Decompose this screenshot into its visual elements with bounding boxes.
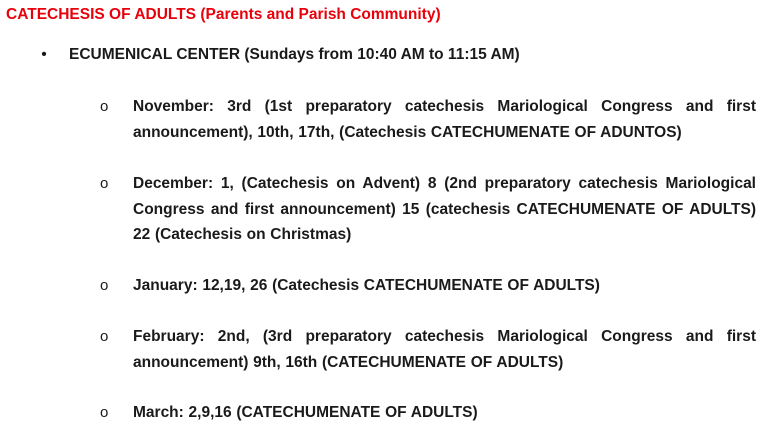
list-item-february (100, 324, 756, 375)
document-heading: CATECHESIS OF ADULTS (Parents and Parish Community) (6, 6, 441, 23)
bullet-icon: • (41, 46, 47, 63)
list-item-december (100, 171, 756, 248)
section-title: ECUMENICAL CENTER (Sundays from 10:40 AM to 11:15 AM) (69, 46, 520, 63)
list-item-text: December: 1, (Catechesis on Advent) 8 (2nd preparatory catechesis Mariological Congress and first announcement) 15 (catechesis CATECHUMENATE OF ADULTS) 22 (Catechesis on Christmas) (133, 175, 756, 243)
hollow-circle-bullet-icon: o (100, 404, 109, 421)
hollow-circle-bullet-icon: o (100, 328, 109, 345)
list-item-january (100, 273, 756, 299)
list-item-text: November: 3rd (1st preparatory catechesis Mariological Congress and first announcement), 10th, 17th, (Catechesis CATECHUMENATE OF ADUNTOS) (133, 98, 756, 141)
list-item-text: March: 2,9,16 (CATECHUMENATE OF ADULTS) (133, 404, 478, 421)
list-item-november (100, 94, 756, 145)
hollow-circle-bullet-icon: o (100, 277, 109, 294)
hollow-circle-bullet-icon: o (100, 98, 109, 115)
hollow-circle-bullet-icon: o (100, 175, 109, 192)
list-item-text: February: 2nd, (3rd preparatory catechesis Mariological Congress and first announcement) 9th, 16th (CATECHUMENATE OF ADULTS) (133, 328, 756, 371)
list-item-text: January: 12,19, 26 (Catechesis CATECHUMENATE OF ADULTS) (133, 277, 600, 294)
list-item-march (100, 400, 756, 426)
